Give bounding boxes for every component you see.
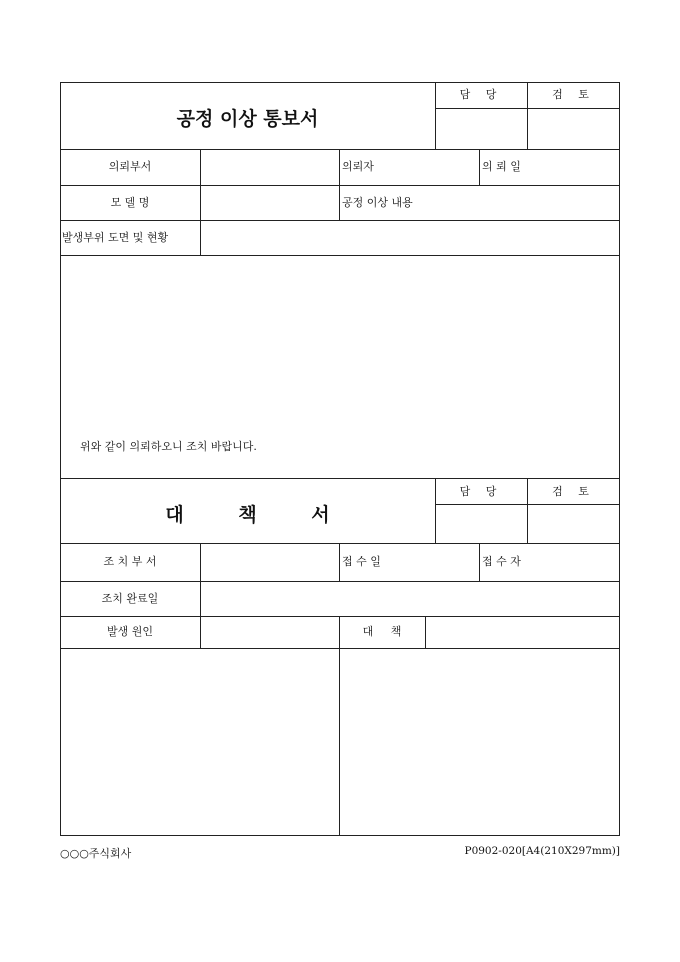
location-status-label: 발생부위 도면 및 현황 xyxy=(62,231,169,244)
notice-title: 공정 이상 통보서 xyxy=(176,108,319,130)
requester-label: 의뢰자 xyxy=(342,160,374,173)
request-date-label: 의 뢰 일 xyxy=(482,160,521,173)
countermeasure-title: 대 책 서 xyxy=(165,504,330,526)
cause-label: 발생 원인 xyxy=(106,625,153,638)
company-name: ○○○주식회사 xyxy=(60,847,132,860)
process-abnormality-form xyxy=(60,82,620,836)
countermeasure-in-charge-label: 담 당 xyxy=(459,485,503,498)
model-name-label: 모 델 명 xyxy=(110,196,150,209)
notice-in-charge-label: 담 당 xyxy=(459,88,503,101)
measure-label: 대 책 xyxy=(362,625,402,638)
form-code: P0902-020[A4(210X297mm)] xyxy=(464,845,620,857)
requesting-dept-label: 의뢰부서 xyxy=(108,160,152,173)
notice-review-label: 검 토 xyxy=(552,88,595,101)
abnormality-content-label: 공정 이상 내용 xyxy=(342,196,413,209)
request-sentence: 위와 같이 의뢰하오니 조치 바랍니다. xyxy=(80,440,257,453)
action-dept-label: 조 치 부 서 xyxy=(103,555,157,568)
receiver-label: 접 수 자 xyxy=(482,555,521,568)
countermeasure-review-label: 검 토 xyxy=(552,485,595,498)
receipt-date-label: 접 수 일 xyxy=(342,555,381,568)
completion-date-label: 조치 완료일 xyxy=(101,592,159,605)
